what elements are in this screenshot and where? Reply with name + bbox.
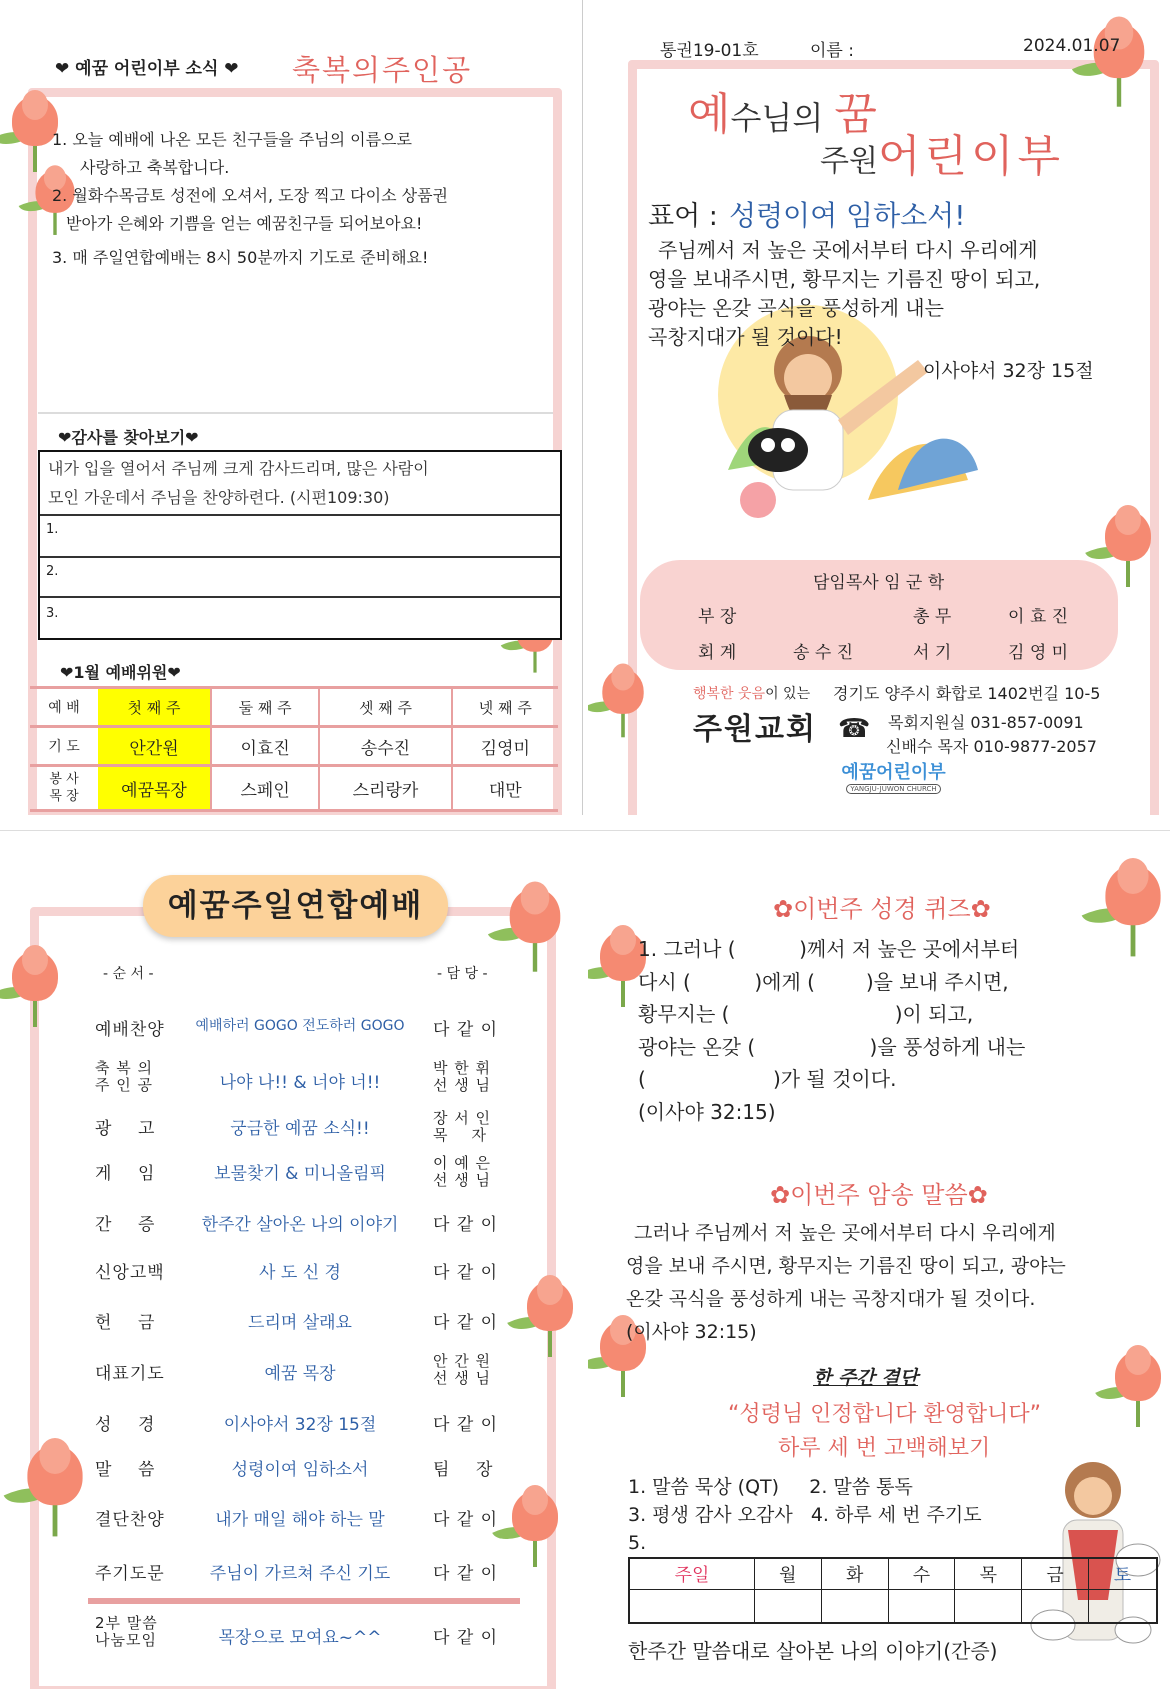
staff-role: 회 계 bbox=[698, 643, 737, 663]
cover-verse: 주님께서 저 높은 곳에서부터 다시 우리에게 영을 보내주시면, 황무지는 기름진 땅이 되고, 광야는 온갖 곡식을 풍성하게 내는 곡창지대가 될 것이다! bbox=[648, 238, 1041, 349]
committee-header: 넷 째 주 bbox=[452, 688, 558, 727]
staff-name: 이 효 진 bbox=[1008, 607, 1069, 627]
decision-line-2: 하루 세 번 고백해보기 bbox=[778, 1436, 991, 1461]
phone-office: 목회지원실 031-857-0091 bbox=[888, 713, 1084, 732]
tulip-icon bbox=[515, 1275, 582, 1345]
decision-line-1: “성령님 인정합니다 환영합니다” bbox=[728, 1402, 1042, 1427]
staff-head: 담임목사 임 군 학 bbox=[813, 573, 945, 593]
thanks-line-2[interactable]: 2. bbox=[46, 564, 59, 579]
check-cell[interactable] bbox=[888, 1590, 955, 1624]
day-friday: 금 bbox=[1022, 1558, 1089, 1590]
committee-header: 예 배 bbox=[30, 688, 98, 727]
check-cell[interactable] bbox=[1022, 1590, 1089, 1624]
committee-cell: 안간원 bbox=[98, 727, 211, 766]
thanks-verse: 내가 입을 열어서 주님께 크게 감사드리며, 많은 사람이 모인 가운데서 주님을 찬양하련다. (시편109:30) bbox=[48, 459, 429, 507]
committee-header: 첫 째 주 bbox=[98, 688, 211, 727]
news-list bbox=[52, 126, 532, 272]
committee-cell: 김영미 bbox=[452, 727, 558, 766]
title-line-2: 주원어린이부 bbox=[820, 131, 1064, 182]
program-row: 대표기도 예꿈 목장 안 간 원 선 생 님 bbox=[95, 1352, 492, 1387]
committee-label: 기 도 bbox=[30, 727, 98, 766]
program-row: 축 복 의 주 인 공 나야 나!! & 너야 너!! 박 한 휘 선 생 님 bbox=[95, 1059, 492, 1094]
tulip-icon bbox=[1091, 858, 1170, 942]
tulip-icon bbox=[1093, 505, 1163, 575]
memory-verse: 그러나 주님께서 저 높은 곳에서부터 다시 우리에게 영을 보내 주시면, 황무지는 기름진 땅이 되고, 광야는 온갖 곡식을 풍성하게 내는 곡창지대가 될 것이다. (이사야 32:15) bbox=[626, 1222, 1066, 1343]
committee-cell: 예꿈목장 bbox=[98, 766, 211, 811]
motto-line: 표어 : 성령이여 임하소서! bbox=[648, 199, 966, 232]
panel-quiz bbox=[588, 845, 1170, 1689]
program-row: 주기도문 주님이 가르쳐 주신 기도 다 같 이 bbox=[95, 1564, 499, 1584]
committee-cell: 스리랑카 bbox=[319, 766, 451, 811]
program-row: 헌 금 드리며 살래요 다 같 이 bbox=[95, 1313, 499, 1333]
name-label: 이름 : bbox=[810, 41, 854, 61]
thanks-line-3[interactable]: 3. bbox=[46, 606, 59, 621]
issue-number: 통권19-01호 bbox=[660, 41, 759, 61]
program-banner: 예꿈주일연합예배 bbox=[143, 875, 448, 937]
news-item: 3. 매 주일연합예배는 8시 50분까지 기도로 준비해요! bbox=[52, 248, 429, 267]
committee-label: 봉 사 목 장 bbox=[30, 766, 98, 811]
phone-pastor: 신배수 목자 010-9877-2057 bbox=[886, 737, 1097, 756]
memory-title: ✿이번주 암송 말씀✿ bbox=[770, 1181, 988, 1209]
quiz-title: ✿이번주 성경 퀴즈✿ bbox=[773, 895, 991, 923]
tulip-icon bbox=[13, 1438, 97, 1522]
program-row: 광 고 궁금한 예꿈 소식!! 장 서 인 목 자 bbox=[95, 1109, 492, 1144]
news-item: 사랑하고 축복합니다. bbox=[80, 158, 230, 177]
committee-cell: 이효진 bbox=[211, 727, 319, 766]
committee-cell: 스페인 bbox=[211, 766, 319, 811]
program-row: 게 임 보물찾기 & 미니올림픽 이 예 은 선 생 님 bbox=[95, 1154, 492, 1189]
panel-cover bbox=[588, 0, 1170, 815]
program-row: 신앙고백 사 도 신 경 다 같 이 bbox=[95, 1263, 499, 1283]
day-monday: 월 bbox=[754, 1558, 821, 1590]
program-row: 간 증 한주간 살아온 나의 이야기 다 같 이 bbox=[95, 1215, 499, 1235]
issue-date: 2024.01.07 bbox=[1023, 36, 1121, 56]
program-row: 2부 말씀 나눔모임 목장으로 모여요~^^ 다 같 이 bbox=[95, 1614, 499, 1649]
check-cell[interactable] bbox=[1089, 1590, 1158, 1624]
committee-cell: 송수진 bbox=[319, 727, 451, 766]
thanks-heading: ❤감사를 찾아보기❤ bbox=[58, 428, 199, 447]
committee-cell: 대만 bbox=[452, 766, 558, 811]
church-address: 경기도 양주시 화합로 1402번길 10-5 bbox=[833, 684, 1101, 703]
church-name: 주원교회 bbox=[693, 712, 817, 747]
news-item: 2. 월화수목금토 성전에 오셔서, 도장 찍고 다이소 상품권 bbox=[52, 186, 448, 205]
check-cell[interactable] bbox=[821, 1590, 888, 1624]
program-row: 성 경 이사야서 32장 15절 다 같 이 bbox=[95, 1415, 499, 1435]
committee-header: 셋 째 주 bbox=[319, 688, 451, 727]
phone-icon: ☎ bbox=[838, 714, 871, 744]
program-row: 말 씀 성령이여 임하소서 팀 장 bbox=[95, 1460, 494, 1480]
check-cell[interactable] bbox=[629, 1590, 754, 1624]
staff-name: 김 영 미 bbox=[1008, 643, 1069, 663]
day-thursday: 목 bbox=[955, 1558, 1022, 1590]
staff-name: 송 수 진 bbox=[793, 643, 854, 663]
panel-program bbox=[0, 845, 582, 1689]
slogan: 행복한 웃음이 있는 bbox=[693, 686, 811, 702]
news-heading: ❤ 예꿈 어린이부 소식 ❤ bbox=[55, 59, 239, 79]
day-saturday: 토 bbox=[1089, 1558, 1158, 1590]
story-label: 한주간 말씀대로 살아본 나의 이야기(간증) bbox=[628, 1639, 998, 1663]
quiz-text: 1. 그러나 ( )께서 저 높은 곳에서부터 다시 ( )에게 ( )을 보내 주시면, 황무지는 ( )이 되고, 광야는 온갖 ( )을 풍성하게 내는 ( )가 될 것이다. (이사야 32:15) bbox=[638, 937, 1026, 1124]
panel-news bbox=[0, 0, 583, 815]
program-row: 예배찬양 예배하러 GOGO 전도하러 GOGO 다 같 이 bbox=[95, 1018, 499, 1040]
check-cell[interactable] bbox=[754, 1590, 821, 1624]
tulip-icon bbox=[497, 882, 574, 959]
news-item: 1. 오늘 예배에 나온 모든 친구들을 주님의 이름으로 bbox=[52, 130, 412, 149]
committee-heading: ❤1월 예배위원❤ bbox=[60, 663, 181, 682]
news-item: 받아가 은혜와 기쁨을 얻는 예꿈친구들 되어보아요! bbox=[66, 214, 423, 233]
tasks: 1. 말씀 묵상 (QT) 2. 말씀 통독 3. 평생 감사 오감사 4. 하루 세 번 주기도 5. bbox=[628, 1476, 982, 1554]
staff-role: 부 장 bbox=[698, 607, 737, 627]
thanks-line-1[interactable]: 1. bbox=[46, 522, 59, 537]
page-divider bbox=[0, 830, 1170, 831]
weekly-checklist bbox=[628, 1557, 1158, 1624]
day-tuesday: 화 bbox=[821, 1558, 888, 1590]
program-row: 결단찬양 내가 매일 해야 하는 말 다 같 이 bbox=[95, 1510, 499, 1530]
cover-verse-ref: 이사야서 32장 15절 bbox=[923, 360, 1094, 382]
thanks-box bbox=[38, 450, 562, 640]
blessed-title: 축복의주인공 bbox=[292, 53, 473, 87]
church-logo: 예꿈어린이부 YANGJU-JUWON CHURCH bbox=[841, 762, 946, 793]
tulip-icon bbox=[592, 664, 655, 727]
program-divider bbox=[88, 1598, 520, 1604]
motto: 성령이여 임하소서! bbox=[728, 199, 966, 232]
col-order: - 순 서 - bbox=[103, 966, 154, 982]
committee-header: 둘 째 주 bbox=[211, 688, 319, 727]
divider bbox=[38, 412, 553, 414]
committee-table bbox=[30, 686, 558, 812]
day-wednesday: 수 bbox=[888, 1558, 955, 1590]
check-cell[interactable] bbox=[955, 1590, 1022, 1624]
tulip-icon bbox=[1103, 1345, 1170, 1415]
staff-role: 총 무 bbox=[913, 607, 952, 627]
day-sunday: 주일 bbox=[629, 1558, 754, 1590]
title-line-1: 예수님의 꿈 bbox=[688, 89, 877, 140]
tulip-icon bbox=[0, 945, 70, 1015]
staff-role: 서 기 bbox=[913, 643, 952, 663]
decision-title: 한 주간 결단 bbox=[813, 1367, 918, 1389]
col-charge: - 담 당 - bbox=[437, 966, 488, 982]
